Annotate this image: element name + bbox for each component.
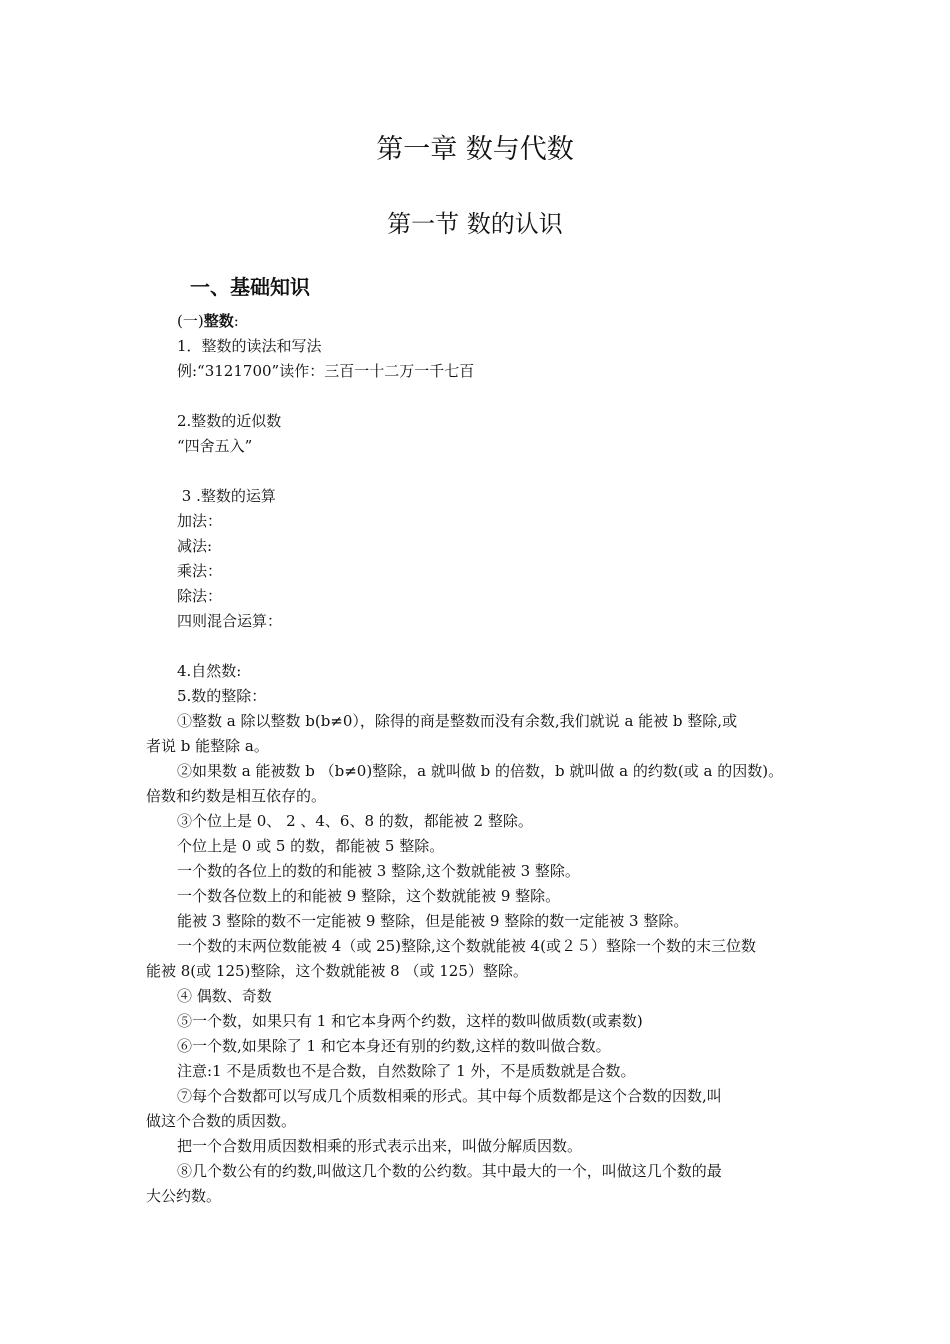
- paragraph-5: 一个数的各位上的数的和能被 3 整除,这个数就能被 3 整除。: [177, 862, 580, 880]
- paragraph-3: ③个位上是 0、 2 、4、6、8 的数，都能被 2 整除。: [177, 812, 533, 830]
- spacer: [146, 459, 816, 484]
- paragraph-13-line-1: ⑦每个合数都可以写成几个质数相乘的形式。其中每个质数都是这个合数的因数,叫: [177, 1087, 722, 1105]
- paragraph-1-line-1: ①整数 a 除以整数 b(b≠0），除得的商是整数而没有余数,我们就说 a 能被 b 整除,或: [177, 712, 738, 730]
- paragraph-13-line-2: 做这个合数的质因数。: [146, 1112, 297, 1130]
- subheading-title: 整数: [203, 312, 234, 330]
- paragraph-14: 把一个合数用质因数相乘的形式表示出来，叫做分解质因数。: [177, 1137, 583, 1155]
- paragraph-8-line-2: 能被 8(或 125)整除，这个数就能被 8 （或 125）整除。: [146, 962, 528, 980]
- subtraction-line: 减法:: [177, 537, 213, 555]
- paragraph-15-line-1: ⑧几个数公有的约数,叫做这几个数的公约数。其中最大的一个，叫做这几个数的最: [177, 1162, 722, 1180]
- item-2-heading: 2.整数的近似数: [177, 412, 282, 430]
- spacer: [146, 634, 816, 659]
- paragraph-6: 一个数各位数上的和能被 9 整除，这个数就能被 9 整除。: [177, 887, 561, 905]
- item-5-heading: 5.数的整除：: [177, 687, 267, 705]
- paragraph-4: 个位上是 0 或 5 的数，都能被 5 整除。: [177, 837, 445, 855]
- paragraph-9: ④ 偶数、奇数: [177, 987, 272, 1005]
- item-1-heading: 1．整数的读法和写法: [177, 337, 322, 355]
- subheading-suffix: :: [233, 312, 239, 330]
- paragraph-2-line-1: ②如果数 a 能被数 b （b≠0)整除，a 就叫做 b 的倍数，b 就叫做 a 的约数(或 a 的因数)。: [177, 762, 784, 780]
- item-1-example: 例:“3121700”读作：三百一十二万一千七百: [177, 362, 475, 380]
- paragraph-10: ⑤一个数，如果只有 1 和它本身两个约数，这样的数叫做质数(或素数): [177, 1012, 643, 1030]
- spacer: [146, 384, 816, 409]
- paragraph-7: 能被 3 整除的数不一定能被 9 整除，但是能被 9 整除的数一定能被 3 整除。: [177, 912, 689, 930]
- paragraph-15-line-2: 大公约数。: [146, 1187, 222, 1205]
- subheading-integers: [146, 309, 816, 334]
- paragraph-1-line-2: 者说 b 能整除 a。: [146, 737, 269, 755]
- item-4-heading: 4.自然数:: [177, 662, 242, 680]
- multiplication-line: 乘法：: [177, 562, 223, 580]
- chapter-title: 第一章 数与代数: [376, 134, 574, 165]
- heading-basic-knowledge: 一、基础知识: [190, 275, 310, 299]
- mixed-operations-line: 四则混合运算：: [177, 612, 283, 630]
- item-2-text: “四舍五入”: [177, 437, 253, 455]
- document-body: [146, 309, 816, 1209]
- division-line: 除法：: [177, 587, 223, 605]
- subheading-prefix: (一): [177, 312, 204, 330]
- item-3-heading: 3 .整数的运算: [177, 487, 276, 505]
- addition-line: 加法：: [177, 512, 223, 530]
- paragraph-8-line-1: 一个数的末两位数能被 4（或 25)整除,这个数就能被 4(或２５）整除一个数的末三位数: [177, 937, 756, 955]
- paragraph-2-line-2: 倍数和约数是相互依存的。: [146, 787, 327, 805]
- paragraph-12: 注意:1 不是质数也不是合数，自然数除了 1 外，不是质数就是合数。: [177, 1062, 636, 1080]
- section-title: 第一节 数的认识: [387, 210, 563, 238]
- paragraph-11: ⑥一个数,如果除了 1 和它本身还有别的约数,这样的数叫做合数。: [177, 1037, 611, 1055]
